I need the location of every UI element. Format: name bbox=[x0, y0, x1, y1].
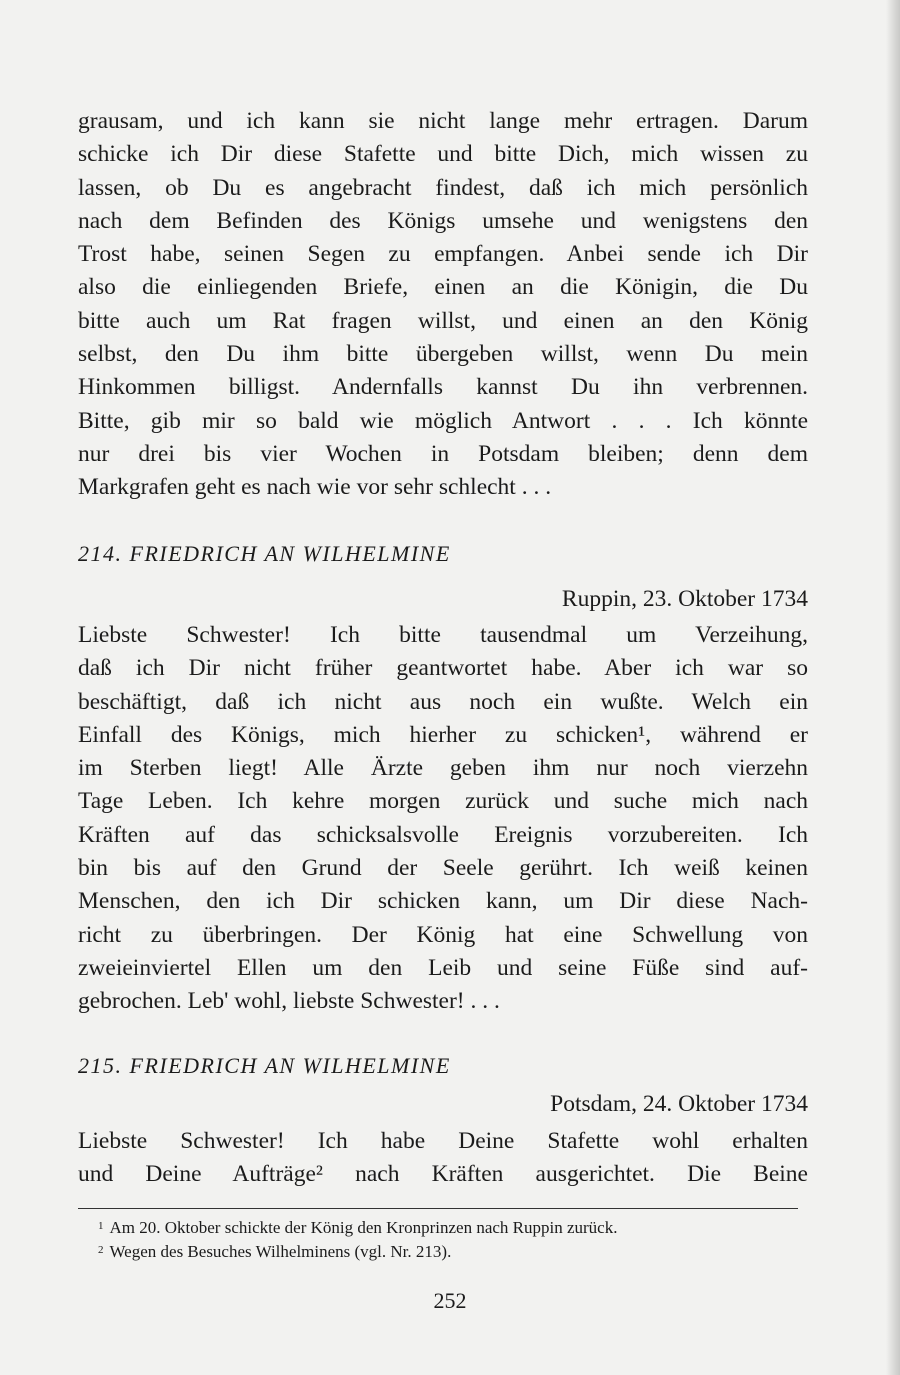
text-line: bitte auch um Rat fragen willst, und einen an den König bbox=[78, 307, 808, 334]
page-edge-shadow bbox=[886, 0, 900, 1375]
letter-heading-215: 215. FRIEDRICH AN WILHELMINE bbox=[78, 1053, 451, 1078]
text-line: grausam, und ich kann sie nicht lange mehr ertragen. Darum bbox=[78, 108, 808, 134]
text-line: schicke ich Dir diese Stafette und bitte Dich, mich wissen zu bbox=[78, 141, 808, 168]
text-line: Menschen, den ich Dir schicken kann, um Dir diese Nach- bbox=[78, 888, 808, 915]
letter-place-date-214: Ruppin, 23. Oktober 1734 bbox=[561, 586, 808, 612]
text-line: gebrochen. Leb' wohl, liebste Schwester! . . . bbox=[78, 988, 500, 1015]
continuation-paragraph bbox=[78, 105, 808, 505]
footnote-rule bbox=[78, 1208, 798, 1209]
text-line: Trost habe, seinen Segen zu empfangen. Anbei sende ich Dir bbox=[78, 241, 808, 268]
footnote-mark: 2 bbox=[98, 1244, 104, 1256]
text-line: nur drei bis vier Wochen in Potsdam bleiben; denn dem bbox=[78, 440, 808, 467]
text-line: Markgrafen geht es nach wie vor sehr schlecht . . . bbox=[78, 474, 552, 501]
page-number: 252 bbox=[433, 1288, 467, 1313]
letter-body-215 bbox=[78, 1125, 808, 1192]
footnote-text: Wegen des Besuches Wilhelminens (vgl. Nr. 213). bbox=[109, 1242, 452, 1261]
letter-body-214 bbox=[78, 619, 808, 1019]
text-line: Tage Leben. Ich kehre morgen zurück und suche mich nach bbox=[78, 788, 808, 815]
footnote-1 bbox=[98, 1214, 617, 1240]
text-line: im Sterben liegt! Alle Ärzte geben ihm nur noch vierzehn bbox=[78, 755, 808, 782]
letter-place-date-215: Potsdam, 24. Oktober 1734 bbox=[550, 1091, 808, 1117]
footnote-2 bbox=[98, 1238, 451, 1264]
text-line: nach dem Befinden des Königs umsehe und wenigstens den bbox=[78, 207, 808, 234]
text-line: richt zu überbringen. Der König hat eine Schwellung von bbox=[78, 921, 808, 948]
footnote-text: Am 20. Oktober schickte der König den Kronprinzen nach Ruppin zurück. bbox=[109, 1218, 618, 1237]
text-line: lassen, ob Du es angebracht findest, daß ich mich persönlich bbox=[78, 174, 808, 201]
text-line: selbst, den Du ihm bitte übergeben willst, wenn Du mein bbox=[78, 341, 808, 368]
text-line: und Deine Aufträge² nach Kräften ausgerichtet. Die Beine bbox=[78, 1161, 808, 1188]
text-line: Einfall des Königs, mich hierher zu schicken¹, während er bbox=[78, 721, 808, 748]
text-line: Hinkommen billigst. Andernfalls kannst Du ihn verbrennen. bbox=[78, 374, 808, 401]
text-line: beschäftigt, daß ich nicht aus noch ein wußte. Welch ein bbox=[78, 688, 808, 715]
letter-heading-214: 214. FRIEDRICH AN WILHELMINE bbox=[78, 541, 451, 566]
text-line: Liebste Schwester! Ich bitte tausendmal um Verzeihung, bbox=[78, 622, 808, 648]
text-line: Bitte, gib mir so bald wie möglich Antwort . . . Ich könnte bbox=[78, 407, 808, 434]
text-line: Kräften auf das schicksalsvolle Ereignis vorzubereiten. Ich bbox=[78, 821, 808, 848]
text-line: daß ich Dir nicht früher geantwortet habe. Aber ich war so bbox=[78, 655, 808, 682]
text-line: bin bis auf den Grund der Seele gerührt. Ich weiß keinen bbox=[78, 855, 808, 882]
text-line: Liebste Schwester! Ich habe Deine Stafette wohl erhalten bbox=[78, 1128, 808, 1154]
footnote-mark: 1 bbox=[98, 1220, 104, 1232]
text-line: also die einliegenden Briefe, einen an die Königin, die Du bbox=[78, 274, 808, 301]
text-line: zweieinviertel Ellen um den Leib und seine Füße sind auf- bbox=[78, 954, 808, 981]
